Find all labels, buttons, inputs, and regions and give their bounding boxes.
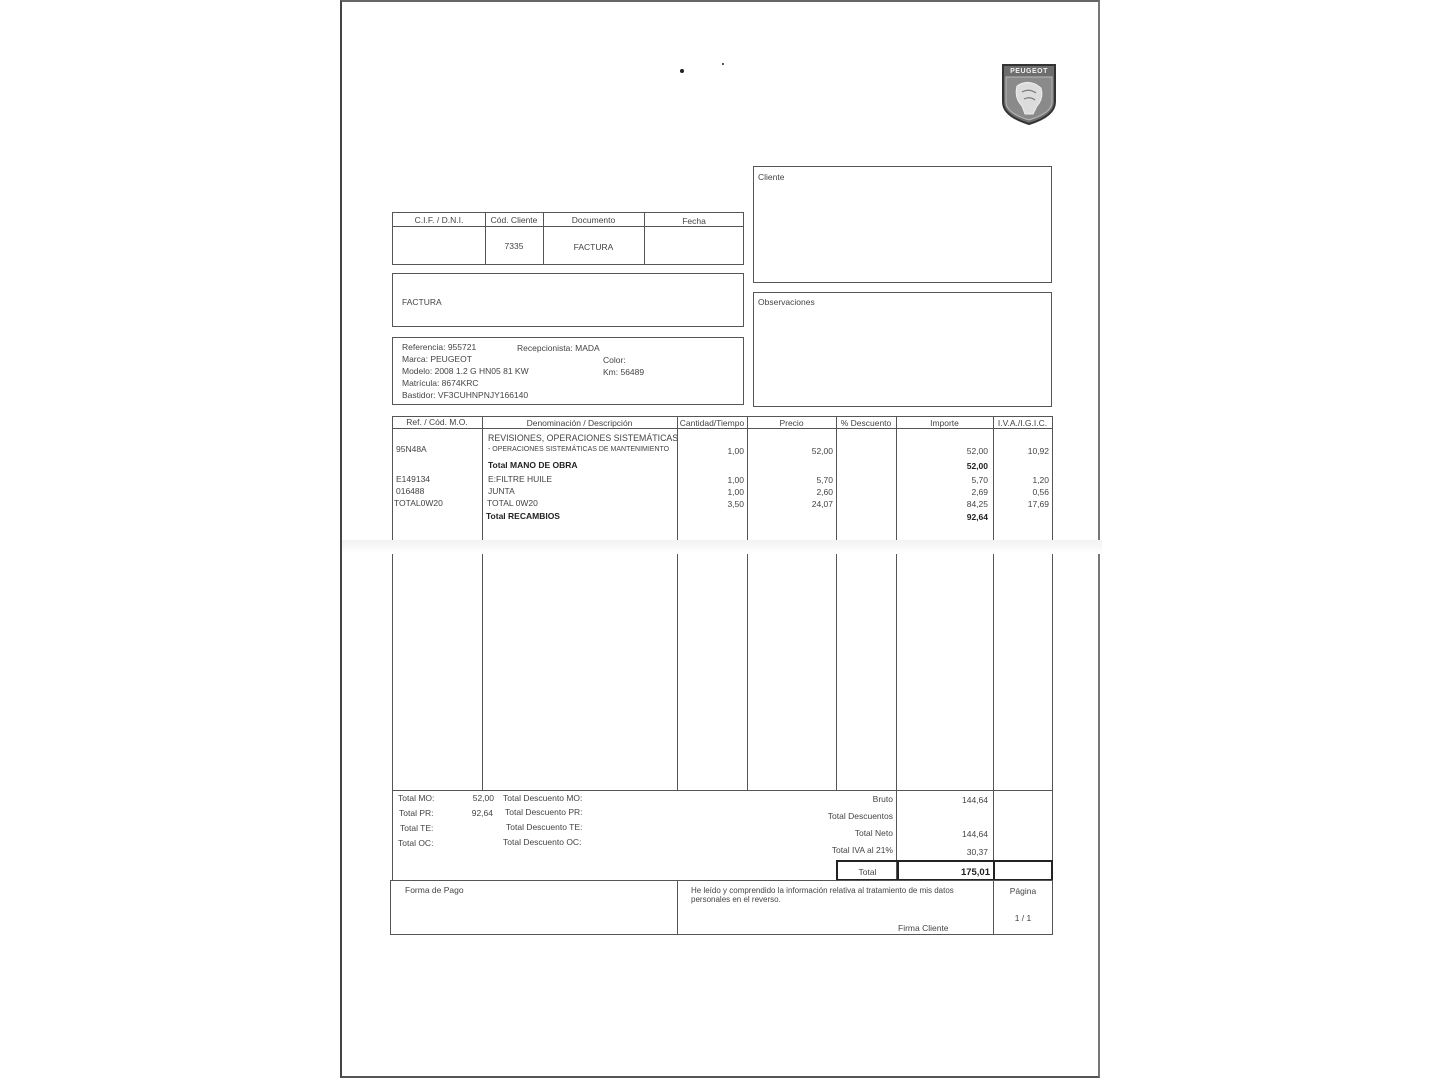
col-header-desc: Denominación / Descripción: [526, 418, 633, 428]
grand-total-label: Total: [858, 867, 877, 877]
header-documento: Documento: [571, 215, 616, 225]
bruto-value: 144,64: [962, 795, 988, 805]
total-pr-value: 92,64: [471, 808, 493, 818]
row-amount: 2,69: [971, 487, 988, 497]
paper-fold: [342, 540, 1102, 554]
row-iva: 17,69: [1027, 499, 1049, 509]
vehicle-color: Color:: [603, 355, 626, 365]
row-price: 5,70: [816, 475, 833, 485]
row-qty: 3,50: [727, 499, 744, 509]
privacy-notice: He leído y comprendido la información relativa al tratamiento de mis datos personales en el reverso.: [691, 886, 954, 905]
header-cif: C.I.F. / D.N.I.: [414, 215, 464, 225]
total-oc-label: Total OC:: [398, 838, 434, 848]
vehicle-referencia: Referencia: 955721: [402, 342, 477, 352]
parts-total-label: Total RECAMBIOS: [486, 511, 560, 521]
firma-cliente-label: Firma Cliente: [898, 923, 949, 933]
pagina-label: Página: [1009, 886, 1037, 896]
cliente-label: Cliente: [758, 172, 785, 182]
row-qty: 1,00: [727, 446, 744, 456]
col-header-qty: Cantidad/Tiempo: [679, 418, 745, 428]
vehicle-modelo: Modelo: 2008 1.2 G HN05 81 KW: [402, 366, 529, 376]
col-header-price: Precio: [779, 418, 804, 428]
total-pr-label: Total PR:: [399, 808, 434, 818]
row-iva: 0,56: [1032, 487, 1049, 497]
total-descuentos-label: Total Descuentos: [827, 811, 893, 821]
total-neto-value: 144,64: [962, 829, 988, 839]
pagina-value: 1 / 1: [1014, 913, 1032, 923]
col-header-iva: I.V.A./I.G.I.C.: [997, 418, 1048, 428]
bruto-label: Bruto: [872, 794, 893, 804]
total-descuento-te-label: Total Descuento TE:: [506, 822, 583, 832]
row-qty: 1,00: [727, 487, 744, 497]
row-iva: 1,20: [1032, 475, 1049, 485]
total-mo-label: Total MO:: [398, 793, 435, 803]
vehicle-bastidor: Bastidor: VF3CUHNPNJY166140: [402, 390, 529, 400]
footer-box: [390, 880, 1053, 935]
total-descuento-mo-label: Total Descuento MO:: [503, 793, 583, 803]
row-price: 24,07: [811, 499, 833, 509]
row-ref: TOTAL0W20: [394, 498, 443, 508]
row-ref: E149134: [396, 474, 431, 484]
col-header-ref: Ref. / Cód. M.O.: [406, 417, 468, 427]
row-qty: 1,00: [727, 475, 744, 485]
row-amount: 52,00: [966, 446, 988, 456]
observaciones-label: Observaciones: [758, 297, 815, 307]
logo-text: PEUGEOT: [1010, 68, 1048, 75]
total-descuento-pr-label: Total Descuento PR:: [505, 807, 583, 817]
invoice-page: [340, 0, 1100, 1078]
header-cod-cliente: Cód. Cliente: [490, 215, 538, 225]
document-type-text: FACTURA: [402, 297, 442, 307]
total-iva-value: 30,37: [966, 847, 988, 857]
value-documento: FACTURA: [573, 242, 614, 252]
value-cod-cliente: 7335: [504, 241, 524, 251]
labor-total-label: Total MANO DE OBRA: [488, 460, 578, 470]
row-price: 52,00: [811, 446, 833, 456]
row-desc: - OPERACIONES SISTEMÁTICAS DE MANTENIMIENTO: [488, 446, 670, 453]
grand-total-value: 175,01: [960, 867, 990, 878]
vehicle-recepcionista: Recepcionista: MADA: [517, 343, 600, 353]
row-amount: 5,70: [971, 475, 988, 485]
vehicle-km: Km: 56489: [603, 367, 645, 377]
parts-total-value: 92,64: [966, 512, 988, 522]
vehicle-marca: Marca: PEUGEOT: [402, 354, 472, 364]
row-amount: 84,25: [966, 499, 988, 509]
row-desc: JUNTA: [488, 486, 515, 496]
total-descuento-oc-label: Total Descuento OC:: [503, 837, 582, 847]
labor-total-value: 52,00: [966, 461, 988, 471]
row-iva: 10,92: [1027, 446, 1049, 456]
header-fecha: Fecha: [682, 216, 706, 226]
total-mo-value: 52,00: [472, 793, 494, 803]
row-ref: 016488: [396, 486, 425, 496]
row-ref: 95N48A: [396, 444, 427, 454]
total-iva-label: Total IVA al 21%: [831, 845, 893, 855]
labor-group-title: REVISIONES, OPERACIONES SISTEMÁTICAS: [488, 433, 679, 443]
total-neto-label: Total Neto: [854, 828, 893, 838]
col-header-amount: Importe: [930, 418, 959, 428]
col-header-discount: % Descuento: [840, 418, 892, 428]
row-price: 2,60: [816, 487, 833, 497]
total-te-label: Total TE:: [400, 823, 434, 833]
row-desc: TOTAL 0W20: [487, 498, 538, 508]
forma-pago-label: Forma de Pago: [405, 885, 464, 895]
row-desc: E:FILTRE HUILE: [488, 474, 553, 484]
grand-total-box: [836, 860, 1053, 881]
vehicle-matricula: Matrícula: 8674KRC: [402, 378, 479, 388]
